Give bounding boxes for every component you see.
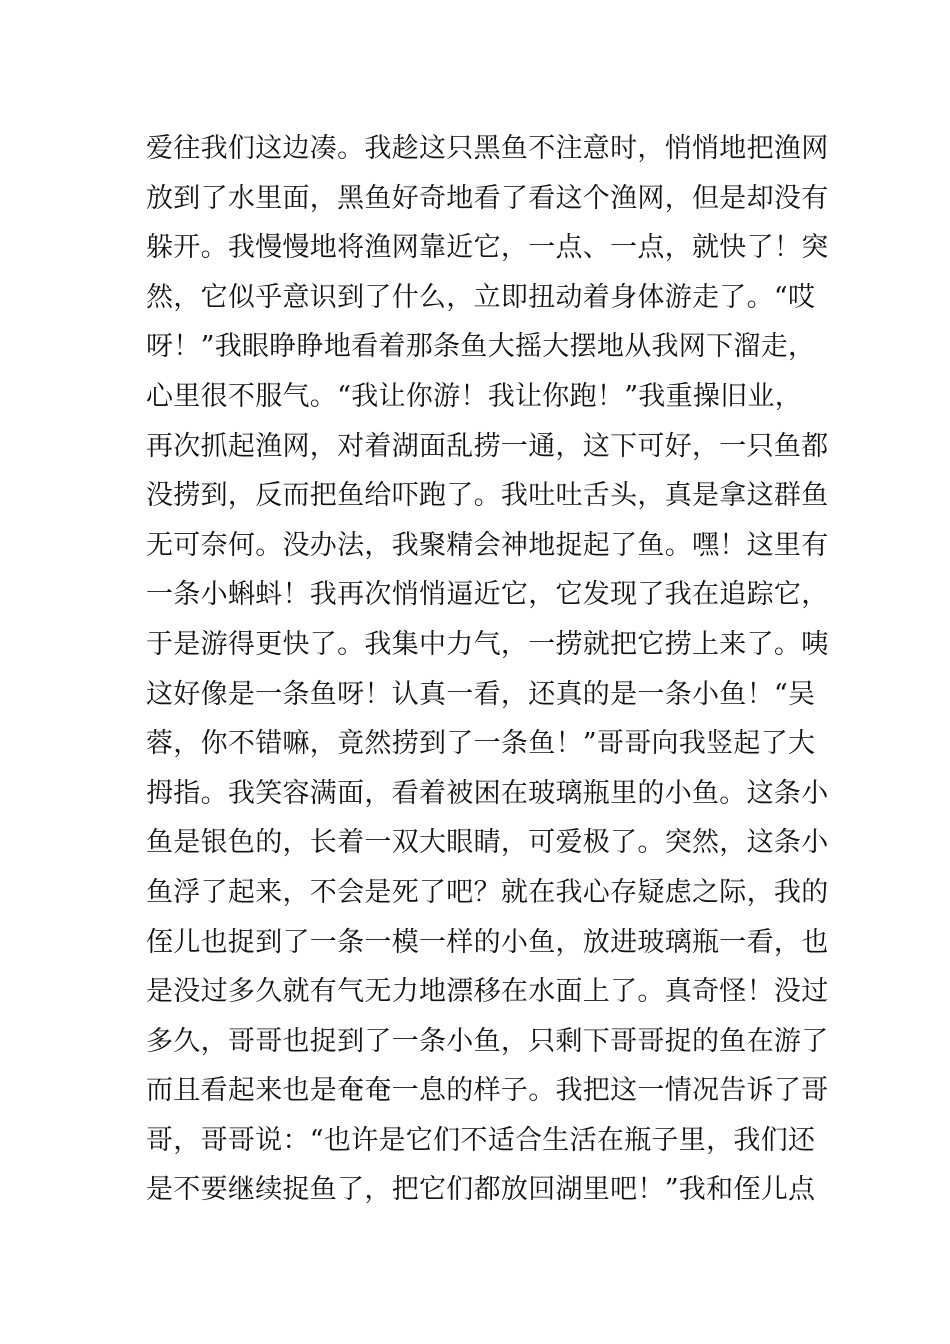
text-line: 蓉，你不错嘛，竟然捞到了一条鱼！”哥哥向我竖起了大 bbox=[146, 728, 816, 760]
text-line: 一条小蝌蚪！我再次悄悄逼近它，它发现了我在追踪它， bbox=[146, 579, 829, 611]
text-line: 哥，哥哥说：“也许是它们不适合生活在瓶子里，我们还 bbox=[146, 1124, 816, 1156]
text-line: 爱往我们这边凑。我趁这只黑鱼不注意时，悄悄地把渔网 bbox=[146, 133, 829, 164]
text-line: 躲开。我慢慢地将渔网靠近它，一点、一点，就快了！突 bbox=[146, 232, 829, 264]
text-line: 于是游得更快了。我集中力气，一捞就把它捞上来了。咦 bbox=[146, 628, 829, 660]
text-line: 呀！”我眼睁睁地看着那条鱼大摇大摆地从我网下溜走， bbox=[146, 331, 816, 363]
text-line: 没捞到，反而把鱼给吓跑了。我吐吐舌头，真是拿这群鱼 bbox=[146, 480, 829, 512]
text-line: 鱼浮了起来，不会是死了吧？就在我心存疑虑之际，我的 bbox=[146, 876, 829, 908]
text-line: 再次抓起渔网，对着湖面乱捞一通，这下可好，一只鱼都 bbox=[146, 430, 829, 462]
text-line: 无可奈何。没办法，我聚精会神地捉起了鱼。嘿！这里有 bbox=[146, 529, 829, 561]
text-line: 拇指。我笑容满面，看着被困在玻璃瓶里的小鱼。这条小 bbox=[146, 777, 829, 809]
text-line: 侄儿也捉到了一条一模一样的小鱼，放进玻璃瓶一看，也 bbox=[146, 926, 829, 958]
text-line: 而且看起来也是奄奄一息的样子。我把这一情况告诉了哥 bbox=[146, 1075, 829, 1107]
text-line: 这好像是一条鱼呀！认真一看，还真的是一条小鱼！“吴 bbox=[146, 678, 816, 710]
text-line: 然，它似乎意识到了什么，立即扭动着身体游走了。“哎 bbox=[146, 281, 816, 313]
text-line: 多久，哥哥也捉到了一条小鱼，只剩下哥哥捉的鱼在游了 bbox=[146, 1025, 829, 1057]
text-line: 是没过多久就有气无力地漂移在水面上了。真奇怪！没过 bbox=[146, 976, 829, 1008]
text-line: 心里很不服气。“我让你游！我让你跑！”我重操旧业， bbox=[146, 380, 803, 412]
text-line: 放到了水里面，黑鱼好奇地看了看这个渔网，但是却没有 bbox=[146, 182, 829, 214]
body-text bbox=[146, 124, 829, 1215]
text-line: 是不要继续捉鱼了，把它们都放回湖里吧！”我和侄儿点 bbox=[146, 1174, 816, 1206]
text-line: 鱼是银色的，长着一双大眼睛，可爱极了。突然，这条小 bbox=[146, 827, 829, 859]
